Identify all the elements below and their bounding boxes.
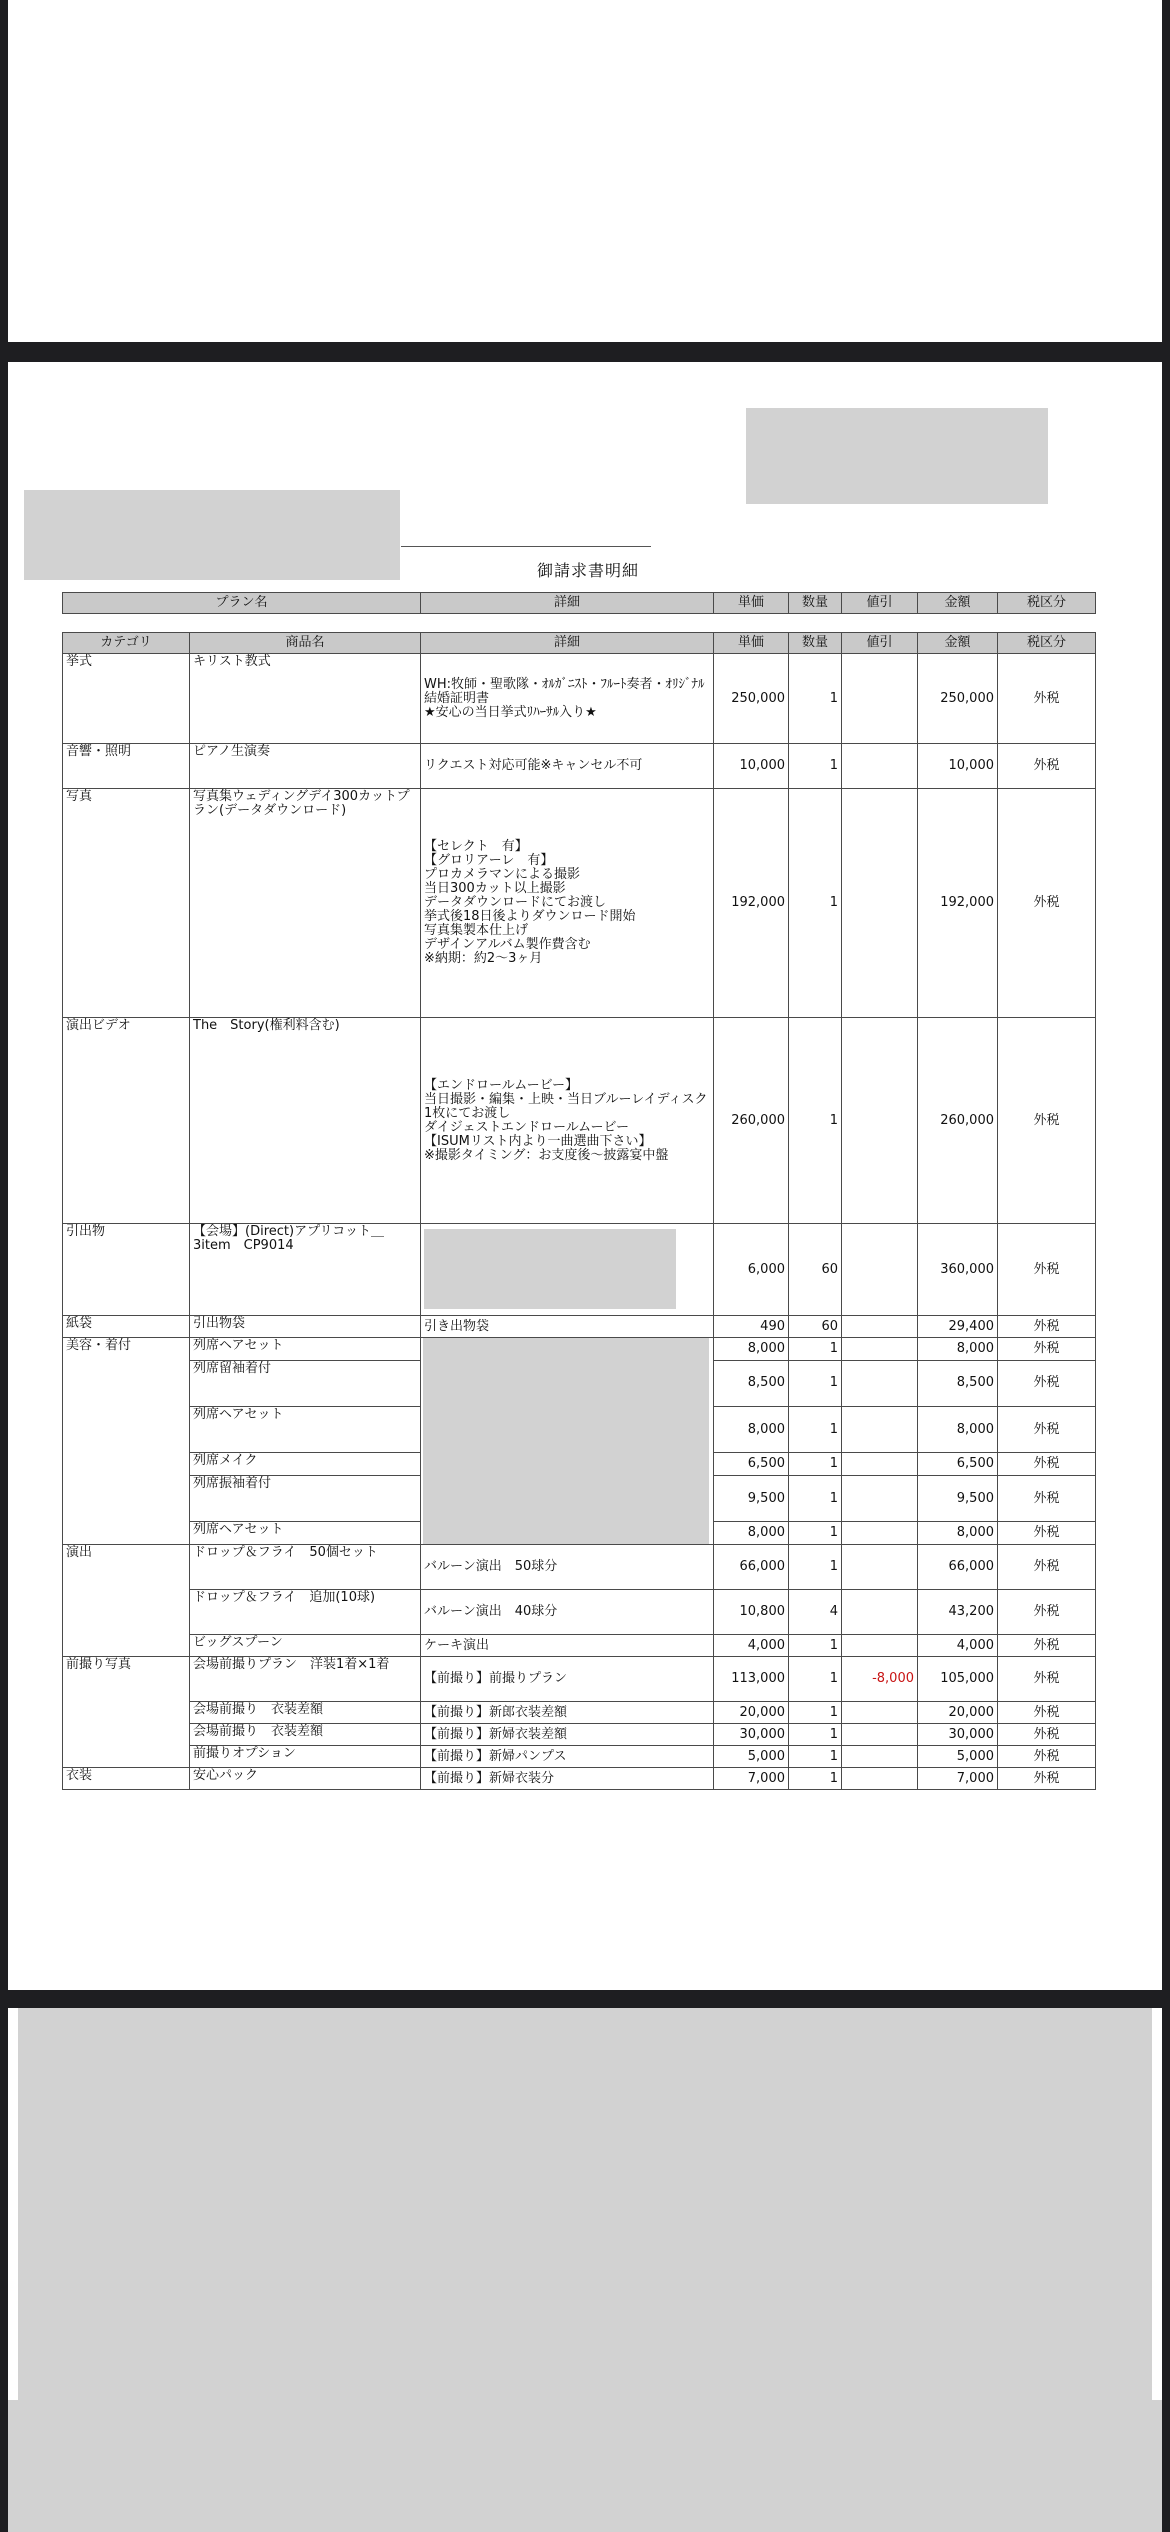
discount-cell [842,1360,918,1406]
column-header: 詳細 [421,593,714,614]
tax-cell: 外税 [998,1360,1096,1406]
category-cell: 写真 [63,789,190,1018]
unit-price-cell: 10,800 [714,1590,789,1635]
title-underline [401,546,651,547]
qty-cell: 1 [789,1545,842,1590]
discount-cell [842,1590,918,1635]
redacted-area [24,490,400,580]
unit-price-cell: 30,000 [714,1724,789,1746]
discount-cell [842,1768,918,1790]
amount-cell: 8,500 [918,1360,998,1406]
column-header: 値引 [842,593,918,614]
unit-price-cell: 8,000 [714,1338,789,1361]
tax-cell: 外税 [998,1338,1096,1361]
column-header: 金額 [918,633,998,654]
product-cell: 列席留袖着付 [190,1360,421,1406]
amount-cell: 4,000 [918,1635,998,1657]
qty-cell: 1 [789,1453,842,1476]
amount-cell: 6,500 [918,1453,998,1476]
table-row [63,1702,1096,1724]
unit-price-cell: 7,000 [714,1768,789,1790]
table-row [63,1338,1096,1361]
column-header: プラン名 [63,593,421,614]
qty-cell: 4 [789,1590,842,1635]
discount-cell [842,1018,918,1224]
next-page [8,2008,1162,2532]
unit-price-cell: 20,000 [714,1702,789,1724]
amount-cell: 5,000 [918,1746,998,1768]
qty-cell: 1 [789,1360,842,1406]
unit-price-cell: 192,000 [714,789,789,1018]
discount-cell [842,1746,918,1768]
tax-cell: 外税 [998,1545,1096,1590]
amount-cell: 30,000 [918,1724,998,1746]
unit-price-cell: 5,000 [714,1746,789,1768]
category-cell: 演出 [63,1545,190,1657]
column-header: 詳細 [421,633,714,654]
category-cell: 前撮り写真 [63,1657,190,1768]
column-header: 単価 [714,633,789,654]
invoice-items-table [62,632,1096,1790]
column-header: 税区分 [998,593,1096,614]
tax-cell: 外税 [998,1635,1096,1657]
tax-cell: 外税 [998,744,1096,789]
discount-cell [842,1453,918,1476]
column-header: 単価 [714,593,789,614]
table-row [63,1316,1096,1338]
amount-cell: 10,000 [918,744,998,789]
amount-cell: 29,400 [918,1316,998,1338]
table-row [63,1635,1096,1657]
document-title: 御請求書明細 [536,561,639,580]
detail-cell: 【前撮り】新婦パンプス [421,1746,714,1768]
column-header: 商品名 [190,633,421,654]
column-header: カテゴリ [63,633,190,654]
unit-price-cell: 490 [714,1316,789,1338]
unit-price-cell: 8,500 [714,1360,789,1406]
invoice-page [8,362,1162,1990]
tax-cell: 外税 [998,789,1096,1018]
category-cell: 挙式 [63,654,190,744]
tax-cell: 外税 [998,654,1096,744]
category-cell: 紙袋 [63,1316,190,1338]
tax-cell: 外税 [998,1724,1096,1746]
tax-cell: 外税 [998,1018,1096,1224]
table-row [63,1746,1096,1768]
amount-cell: 66,000 [918,1545,998,1590]
category-cell: 演出ビデオ [63,1018,190,1224]
discount-cell [842,1702,918,1724]
product-cell: ピアノ生演奏 [190,744,421,789]
product-cell: 引出物袋 [190,1316,421,1338]
detail-cell: 【前撮り】新婦衣装差額 [421,1724,714,1746]
tax-cell: 外税 [998,1702,1096,1724]
qty-cell: 1 [789,1522,842,1545]
column-header: 値引 [842,633,918,654]
discount-cell [842,744,918,789]
qty-cell: 1 [789,1338,842,1361]
qty-cell: 60 [789,1316,842,1338]
product-cell: 列席ヘアセット [190,1522,421,1545]
amount-cell: 260,000 [918,1018,998,1224]
unit-price-cell: 6,500 [714,1453,789,1476]
product-cell: 列席ヘアセット [190,1406,421,1452]
tax-cell: 外税 [998,1657,1096,1702]
tax-cell: 外税 [998,1590,1096,1635]
tax-cell: 外税 [998,1224,1096,1316]
discount-cell [842,1338,918,1361]
tax-cell: 外税 [998,1453,1096,1476]
discount-cell: -8,000 [842,1657,918,1702]
table-row [63,1768,1096,1790]
redacted-area [8,2400,1162,2532]
product-cell: 列席ヘアセット [190,1338,421,1361]
redacted-area [746,408,1048,504]
tax-cell: 外税 [998,1406,1096,1452]
amount-cell: 8,000 [918,1522,998,1545]
amount-cell: 43,200 [918,1590,998,1635]
amount-cell: 105,000 [918,1657,998,1702]
detail-cell: ケーキ演出 [421,1635,714,1657]
product-cell: 前撮りオプション [190,1746,421,1768]
redacted-area [423,1338,709,1544]
qty-cell: 1 [789,1635,842,1657]
product-cell: The Story(権利料含む) [190,1018,421,1224]
qty-cell: 1 [789,1475,842,1521]
discount-cell [842,789,918,1018]
qty-cell: 60 [789,1224,842,1316]
detail-cell: 【エンドロールムービー】 当日撮影・編集・上映・当日ブルーレイディスク1枚にてお渡し ダイジェストエンドロールムービー 【ISUMリスト内より一曲選曲下さい】 ※撮影タイミング：お支度後～披露宴中盤 [421,1018,714,1224]
unit-price-cell: 250,000 [714,654,789,744]
qty-cell: 1 [789,1018,842,1224]
unit-price-cell: 9,500 [714,1475,789,1521]
discount-cell [842,1475,918,1521]
product-cell: ビッグスプーン [190,1635,421,1657]
table-row [63,1545,1096,1590]
amount-cell: 9,500 [918,1475,998,1521]
product-cell: 会場前撮り 衣装差額 [190,1702,421,1724]
qty-cell: 1 [789,744,842,789]
qty-cell: 1 [789,1724,842,1746]
product-cell: 写真集ウェディングデイ300カットプラン(データダウンロード) [190,789,421,1018]
detail-cell: バルーン演出 40球分 [421,1590,714,1635]
discount-cell [842,1316,918,1338]
detail-cell: 【前撮り】新郎衣装差額 [421,1702,714,1724]
redacted-area [18,2008,1152,2400]
product-cell: ドロップ＆フライ 追加(10球) [190,1590,421,1635]
product-cell: ドロップ＆フライ 50個セット [190,1545,421,1590]
amount-cell: 360,000 [918,1224,998,1316]
qty-cell: 1 [789,1702,842,1724]
qty-cell: 1 [789,654,842,744]
discount-cell [842,654,918,744]
product-cell: 列席メイク [190,1453,421,1476]
column-header: 税区分 [998,633,1096,654]
product-cell: 列席振袖着付 [190,1475,421,1521]
product-cell: 【会場】(Direct)アプリコット＿3item CP9014 [190,1224,421,1316]
tax-cell: 外税 [998,1475,1096,1521]
table-row [63,1224,1096,1316]
discount-cell [842,1545,918,1590]
unit-price-cell: 113,000 [714,1657,789,1702]
tax-cell: 外税 [998,1768,1096,1790]
column-header: 数量 [789,633,842,654]
detail-cell [421,1224,714,1316]
category-cell: 引出物 [63,1224,190,1316]
unit-price-cell: 4,000 [714,1635,789,1657]
tax-cell: 外税 [998,1746,1096,1768]
detail-cell: WH:牧師・聖歌隊・ｵﾙｶﾞﾆｽﾄ・ﾌﾙｰﾄ奏者・ｵﾘｼﾞﾅﾙ 結婚証明書 ★安心の当日挙式ﾘﾊｰｻﾙ入り★ [421,654,714,744]
detail-cell [421,1338,714,1545]
amount-cell: 8,000 [918,1338,998,1361]
qty-cell: 1 [789,1406,842,1452]
redacted-area [424,1229,676,1309]
amount-cell: 192,000 [918,789,998,1018]
product-cell: 会場前撮り 衣装差額 [190,1724,421,1746]
table-row [63,1657,1096,1702]
table-row [63,789,1096,1018]
amount-cell: 7,000 [918,1768,998,1790]
table-row [63,654,1096,744]
qty-cell: 1 [789,1746,842,1768]
category-cell: 美容・着付 [63,1338,190,1545]
unit-price-cell: 66,000 [714,1545,789,1590]
qty-cell: 1 [789,789,842,1018]
plan-header-table [62,592,1096,614]
discount-cell [842,1724,918,1746]
previous-page [8,0,1162,342]
unit-price-cell: 8,000 [714,1406,789,1452]
discount-cell [842,1635,918,1657]
amount-cell: 20,000 [918,1702,998,1724]
tax-cell: 外税 [998,1522,1096,1545]
detail-cell: バルーン演出 50球分 [421,1545,714,1590]
unit-price-cell: 6,000 [714,1224,789,1316]
table-row [63,1590,1096,1635]
detail-cell: 【前撮り】新婦衣装分 [421,1768,714,1790]
unit-price-cell: 8,000 [714,1522,789,1545]
amount-cell: 250,000 [918,654,998,744]
category-cell: 衣装 [63,1768,190,1790]
unit-price-cell: 10,000 [714,744,789,789]
category-cell: 音響・照明 [63,744,190,789]
table-row [63,1018,1096,1224]
detail-cell: 【前撮り】前撮りプラン [421,1657,714,1702]
column-header: 数量 [789,593,842,614]
qty-cell: 1 [789,1768,842,1790]
discount-cell [842,1406,918,1452]
tax-cell: 外税 [998,1316,1096,1338]
amount-cell: 8,000 [918,1406,998,1452]
product-cell: 会場前撮りプラン 洋装1着×1着 [190,1657,421,1702]
detail-cell: 引き出物袋 [421,1316,714,1338]
unit-price-cell: 260,000 [714,1018,789,1224]
discount-cell [842,1224,918,1316]
product-cell: キリスト教式 [190,654,421,744]
qty-cell: 1 [789,1657,842,1702]
column-header: 金額 [918,593,998,614]
discount-cell [842,1522,918,1545]
product-cell: 安心パック [190,1768,421,1790]
table-row [63,744,1096,789]
detail-cell: リクエスト対応可能※キャンセル不可 [421,744,714,789]
detail-cell: 【セレクト 有】 【グロリアーレ 有】 プロカメラマンによる撮影 当日300カット以上撮影 データダウンロードにてお渡し 挙式後18日後よりダウンロード開始 写真集製本仕上げ デザインアルバム製作費含む ※納期：約2～3ヶ月 [421,789,714,1018]
table-row [63,1724,1096,1746]
